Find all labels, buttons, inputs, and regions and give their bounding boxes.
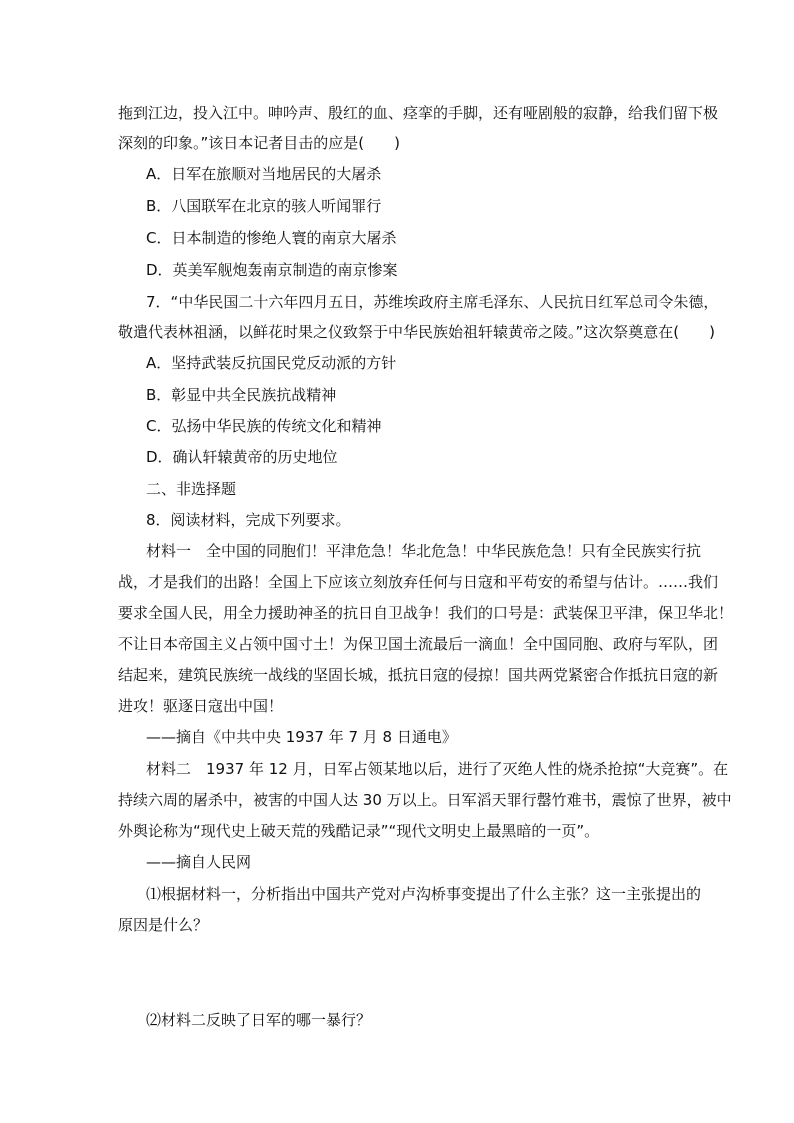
q6-stem-line-2: 深刻的印象。”该日本记者目击的应是( ) bbox=[118, 134, 400, 152]
q8-stem: 8．阅读材料，完成下列要求。 bbox=[146, 511, 351, 529]
sub-question-1-line-2: 原因是什么？ bbox=[118, 916, 209, 934]
material-2-source: ——摘自人民网 bbox=[146, 853, 252, 871]
q7-stem-line-2: 敬遣代表林祖涵，以鲜花时果之仪致祭于中华民族始祖轩辕黄帝之陵。”这次祭奠意在( ) bbox=[118, 323, 715, 341]
q7-option-c: C．弘扬中华民族的传统文化和精神 bbox=[146, 417, 382, 435]
q6-stem-line-1: 拖到江边，投入江中。呻吟声、殷红的血、痉挛的手脚，还有哑剧般的寂静，给我们留下极 bbox=[118, 104, 719, 122]
section-heading: 二、非选择题 bbox=[146, 480, 237, 498]
material-2-line-2: 持续六周的屠杀中，被害的中国人达 30 万以上。日军滔天罪行罄竹难书，震惊了世界，被中 bbox=[118, 791, 732, 809]
material-1-source: ——摘自《中共中央 1937 年 7 月 8 日通电》 bbox=[146, 728, 457, 746]
q6-option-a: A．日军在旅顺对当地居民的大屠杀 bbox=[146, 165, 382, 183]
q7-option-d: D．确认轩辕黄帝的历史地位 bbox=[146, 448, 338, 466]
material-1-line-3: 要求全国人民，用全力援助神圣的抗日自卫战争！我们的口号是：武装保卫平津，保卫华北！ bbox=[118, 604, 734, 622]
material-1-line-4: 不让日本帝国主义占领中国寸土！为保卫国土流最后一滴血！全中国同胞、政府与军队，团 bbox=[118, 635, 719, 653]
material-1-line-1: 材料一 全中国的同胞们！平津危急！华北危急！中华民族危急！只有全民族实行抗 bbox=[146, 542, 702, 560]
q6-option-b: B．八国联军在北京的骇人听闻罪行 bbox=[146, 197, 382, 215]
material-1-line-6: 进攻！驱逐日寇出中国！ bbox=[118, 697, 284, 715]
material-1-line-2: 战，才是我们的出路！全国上下应该立刻放弃任何与日寇和平苟安的希望与估计。……我们 bbox=[118, 573, 719, 591]
material-2-line-3: 外舆论称为“现代史上破天荒的残酷记录”“现代文明史上最黑暗的一页”。 bbox=[118, 822, 600, 840]
material-2-line-1: 材料二 1937 年 12 月，日军占领某地以后，进行了灭绝人性的烧杀抢掠“大竞赛”。在 bbox=[146, 760, 729, 778]
q6-option-d: D．英美军舰炮轰南京制造的南京惨案 bbox=[146, 261, 398, 279]
q6-option-c: C．日本制造的惨绝人寰的南京大屠杀 bbox=[146, 229, 397, 247]
sub-question-2: ⑵材料二反映了日军的哪一暴行？ bbox=[146, 1011, 372, 1029]
q7-option-a: A．坚持武装反抗国民党反动派的方针 bbox=[146, 354, 397, 372]
q7-option-b: B．彰显中共全民族抗战精神 bbox=[146, 386, 337, 404]
material-1-line-5: 结起来，建筑民族统一战线的坚固长城，抵抗日寇的侵掠！国共两党紧密合作抵抗日寇的新 bbox=[118, 666, 719, 684]
sub-question-1-line-1: ⑴根据材料一，分析指出中国共产党对卢沟桥事变提出了什么主张？这一主张提出的 bbox=[146, 885, 702, 903]
q7-stem-line-1: 7．“中华民国二十六年四月五日，苏维埃政府主席毛泽东、人民抗日红军总司令朱德， bbox=[146, 293, 719, 311]
